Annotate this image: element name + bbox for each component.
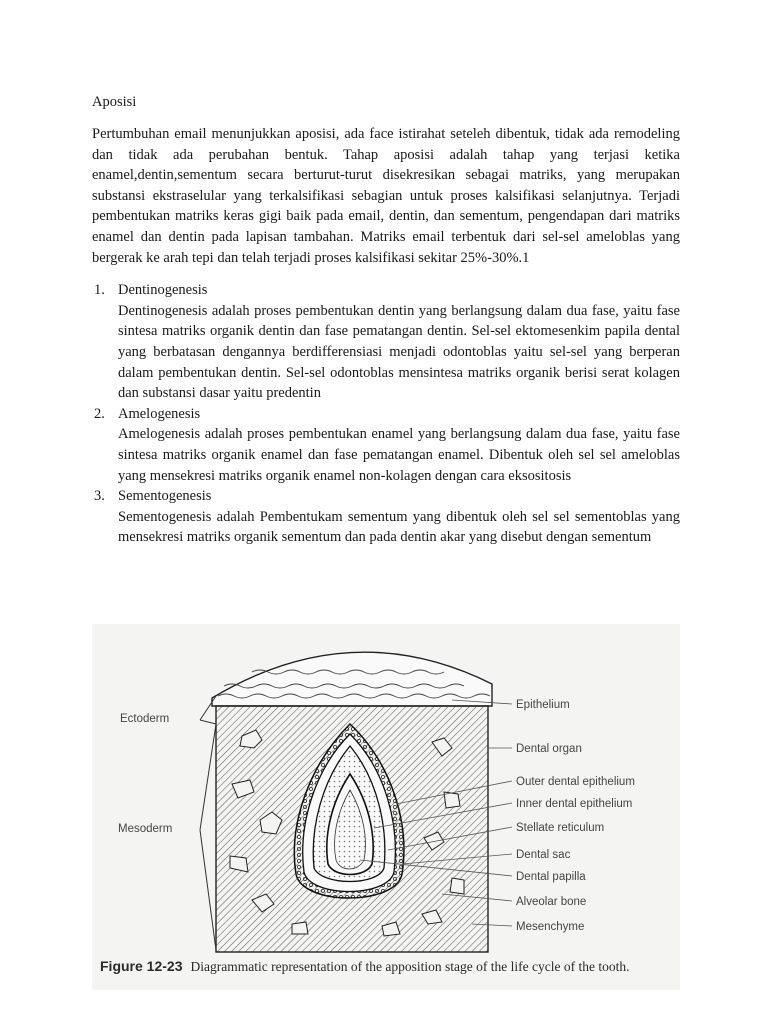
epithelium-layer xyxy=(212,652,492,706)
mesoderm-bracket xyxy=(200,724,216,950)
list-item-title: Amelogenesis xyxy=(118,405,201,422)
label-mesenchyme: Mesenchyme xyxy=(516,921,585,933)
ectoderm-label: Ectoderm xyxy=(120,713,170,725)
ectoderm-bracket xyxy=(200,696,216,724)
label-dental-sac: Dental sac xyxy=(516,849,571,861)
figure-number: Figure 12-23 xyxy=(100,958,183,974)
list-item-body: Sementogenesis adalah Pembentukam sementum yang dibentuk oleh sel sel sementoblas yang mensekresi matriks organik sementum dan pada dentin akar yang disebut dengan sementum xyxy=(118,508,680,546)
intro-paragraph: Pertumbuhan email menunjukkan aposisi, ada face istirahat seteleh dibentuk, tidak ada remodeling dan tidak ada perubahan bentuk. Tahap aposisi adalah tahap yang terjasi ketika enamel,dentin,sementum secara berturut-turut disekresikan sebagai matriks, yang merupakan substansi ekstraselular yang terkalsifikasi sebagian untuk proses kalsifikasi selanjutnya. Terjadi pembentukan matriks keras gigi baik pada email, dentin, dan sementum, pengendapan dari matriks enamel dan dentin pada lapisan tambahan. Matriks email terbentuk dari sel-sel ameloblas yang bergerak ke arah tepi dan telah terjadi proses kalsifikasi sekitar 25%-30%.1 xyxy=(92,126,680,266)
label-dental-papilla: Dental papilla xyxy=(516,871,586,883)
list-item xyxy=(92,280,680,404)
list-item xyxy=(92,404,680,486)
list-item-title: Sementogenesis xyxy=(118,488,212,505)
list-item xyxy=(92,486,680,548)
list-number: 2. xyxy=(94,405,105,422)
mesoderm-label: Mesoderm xyxy=(118,823,173,835)
label-epithelium: Epithelium xyxy=(516,699,570,711)
section-heading: Aposisi xyxy=(92,94,137,110)
label-alveolar-bone: Alveolar bone xyxy=(516,896,587,908)
label-outer-dental-epithelium: Outer dental epithelium xyxy=(516,776,635,788)
label-inner-dental-epithelium: Inner dental epithelium xyxy=(516,798,633,810)
list-item-title: Dentinogenesis xyxy=(118,282,208,299)
tooth-diagram-figure xyxy=(92,624,680,990)
list-item-body: Dentinogenesis adalah proses pembentukan dentin yang berlangsung dalam dua fase, yaitu fase sintesa matriks organik dentin dan fase pematangan dentin. Sel-sel ektomesenkim papila dental yang berbatasan dengannya berdifferensiasi menjadi odontoblas yaitu sel-sel yang berperan dalam pembentukan dentin. Sel-sel odontoblas mensintesa matriks organik berisi serat kolagen dan substansi dasar yaitu predentin xyxy=(118,302,680,402)
tooth-diagram xyxy=(92,624,680,954)
numbered-list xyxy=(92,280,680,548)
list-number: 3. xyxy=(94,488,105,505)
label-dental-organ: Dental organ xyxy=(516,743,582,755)
list-number: 1. xyxy=(94,282,105,299)
figure-caption xyxy=(100,958,629,975)
document-page xyxy=(92,92,680,548)
list-item-body: Amelogenesis adalah proses pembentukan enamel yang berlangsung dalam dua fase, yaitu fase sintesa matriks organik enamel dan fase pematangan enamel. Dibentuk oleh sel sel ameloblas yang mensekresi matriks organik enamel non-kolagen dengan cara eksositosis xyxy=(118,426,680,484)
figure-caption-text: Diagrammatic representation of the apposition stage of the life cycle of the tooth. xyxy=(190,959,630,974)
label-stellate-reticulum: Stellate reticulum xyxy=(516,822,605,834)
